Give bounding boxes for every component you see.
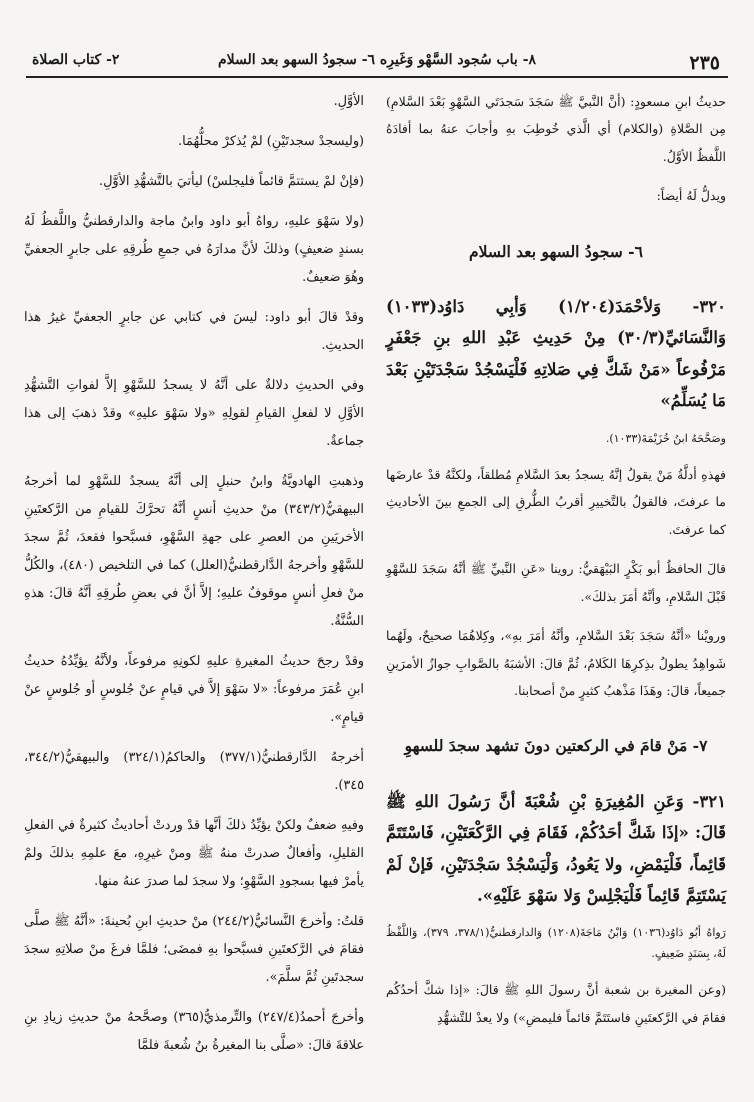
page-header (26, 50, 728, 78)
book-title: ٢- كتاب الصلاة (32, 52, 120, 68)
paragraph: قالَ الحافظُ أبو بَكْرٍ البَيْهَقيُّ: روينا «عَنِ النَّبيِّ ﷺ أنَّهُ سَجَدَ للسَّهْوِ قَبْلَ السَّلامِ، وأنَّهُ أمَرَ بذلكَ». (386, 561, 726, 604)
left-column (24, 88, 364, 1072)
paragraph: الأوَّلِ. (333, 94, 364, 109)
paragraph: (وليسجدْ سجدتَيْنِ) لمْ يُذكرْ محلُّهُمَا. (178, 134, 364, 149)
hadith-text: ٣٢١- وَعَنِ المُغِيرَةِ بْنِ شُعْبَةَ أنَّ رَسُولَ اللهِ ﷺ قَالَ: «إذَا شَكَّ أحَدُكُمْ، فَقَامَ فِي الرَّكْعَتَيْنِ، فَاسْتَتَمَّ قَائِماً، فَلْيَمْضِ، ولا يَعُودُ، وَلْيَسْجُدْ سَجْدَتَيْنِ، فَإنْ لَمْ يَسْتَتِمَّ قَائِماً فَلْيَجْلِسْ وَلا سَهْوَ عَلَيْهِ». (386, 791, 726, 905)
page-number: ٢٣٥ (689, 52, 720, 74)
hadith-text: ٣٢٠- وَلأحْمَدَ(١/٢٠٤) وَأبِي دَاوُد(١٠٣٣) وَالنَّسَائيِّ(٣٠/٣) مِنْ حَدِيثِ عَبْدِ اللهِ بنِ جَعْفَرٍ مَرْفُوعاً «مَنْ شَكَّ فِي صَلاتِهِ فَلْيَسْجُدْ سَجْدَتَيْنِ بَعْدَ مَا يُسَلِّمُ» (386, 297, 726, 411)
paragraph: وفيهِ ضعفٌ ولكنْ يؤيِّدُ ذلكَ أنَّها قدْ وردتْ أحاديثُ كثيرةٌ في الفعلِ القليلِ، وأفعالٌ صدرتْ منهُ ﷺ ومنْ غيرِهِ، معَ علمِهِ بذلكَ ولمْ يأمرْ فيها بسجودِ السَّهْوِ؛ ولا سجدَ لما صدرَ عنهُ منها. (24, 818, 364, 889)
section-heading: ٧- مَنْ قامَ في الركعتين دونَ تشهد سجدَ للسهوِ (404, 736, 708, 756)
paragraph: ورويْنا «أنَّهُ سَجَدَ بَعْدَ السَّلامِ، وأنَّهُ أمَرَ بهِ»، وكِلاهُمَا صحيحٌ، ولَهُما شَواهِدُ يطولُ بذِكرِهَا الكَلامُ، ثُمَّ قالَ: الأشبَهُ بالصَّوابِ جوازُ الأمرَينِ جميعاً، قالَ: وهَذَا مَذْهبُ كثيرٍ منْ أصحابنا. (386, 628, 726, 698)
paragraph: وأخرجَ أحمدُ(٢٤٧/٤) والتِّرمذيُّ(٣٦٥) وصحَّحهُ منْ حديثِ زيادِ بنِ علاقةَ قالَ: «صلَّى بنا المغيرةُ بنُ شُعبةَ فلمَّا (24, 1010, 364, 1053)
paragraph: وذهبتِ الهادويَّةُ وابنُ حنبلٍ إلى أنَّهُ يسجدُ للسَّهْوِ لما أخرجهُ البيهقيُّ(٣٤٣/٢) منْ حديثِ أنسٍ أنَّهُ تحرَّكَ للقيامِ من الرَّكعتَينِ الأخريَينِ من العصرِ على جهةِ السَّهْوِ، فسبَّحوا فقعدَ، ثُمَّ سجدَ للسَّهْوِ وأخرجهُ الدَّارقطنيُّ(العلل) كما في التلخيص (٤٨٠)، والكُلُّ منْ فعلِ أنسٍ موقوفٌ عليهِ؛ إلاَّ أنَّ في بعضِ طُرقِهِ أنَّهُ قالَ: هذهِ السُّنَّةُ. (24, 474, 364, 629)
paragraph: قلتُ: وأخرجَ النَّسائيُّ(٢٤٤/٢) منْ حديثِ ابنِ بُحينةَ: «أنَّهُ ﷺ صلَّى فقامَ في الرَّكعتَينِ فسبَّحوا بهِ فمضَى؛ فلمَّا فرغَ منْ صلاتِهِ سجدَ سجدتَينِ ثُمَّ سلَّمَ». (24, 914, 364, 985)
paragraph: ويدلُّ لَهُ أيضاً: (656, 188, 726, 204)
paragraph: وقدْ رجحَ حديثُ المغيرةِ عليهِ لكونِهِ مرفوعاً، ولأنَّهُ يؤيِّدُهُ حديثُ ابنِ عُمَرَ مرفوعاً: «لا سَهْوَ إلاَّ في قيامٍ عنْ جُلوسٍ أو جُلوسٍ عنْ قيامٍ». (24, 654, 364, 725)
citation-note: رَواهُ أبُو دَاوُد(١٠٣٦) وَابْنُ مَاجَةَ(١٢٠٨) وَالدارقطنيُّ(٣٧٨/١، ٣٧٩)، وَاللَّفْظُ لَهُ، بِسَنَدٍ ضَعِيفٍ. (386, 926, 726, 960)
paragraph: حديثُ ابنِ مسعودٍ: (أنَّ النَّبيَّ ﷺ سَجَدَ سَجدَتَي السَّهْوِ بَعْدَ السَّلامِ) مِن الصَّلاةِ (والكلام) أي الَّذي خُوطِبَ بهِ وأجابَ عنهُ بما أفادَهُ اللَّفظُ الأوَّلُ. (386, 94, 726, 164)
paragraph: وقدْ قالَ أبو داود: ليسَ في كتابي عن جابرٍ الجعفيِّ غيرُ هذا الحديثِ. (24, 310, 364, 353)
running-title: ٨- باب سُجود السَّهْو وَغَيرِه ٦- سجودُ السهو بعد السلام (217, 52, 537, 68)
paragraph: (ولا سَهْوَ عليهِ، رواهُ أبو داود وابنُ ماجة والدارقطنيُّ واللَّفظُ لَهُ بسندٍ ضعيفٍ) وذلكَ لأنَّ مدارَهُ في جمعِ طُرقِهِ على جابرٍ الجعفيِّ وهُوَ ضعيفٌ. (24, 214, 364, 285)
paragraph: أخرجهُ الدَّارقطنيُّ(٣٧٧/١) والحاكمُ(٣٢٤/١) والبيهقيُّ(٣٤٤/٢، ٣٤٥). (24, 750, 364, 793)
paragraph: وفي الحديثِ دلالةٌ على أنَّهُ لا يسجدُ للسَّهْوِ إلاَّ لفواتِ التَّشهُّدِ الأوَّلِ لا لفعلِ القيامِ لقولِهِ «ولا سَهْوَ عليهِ» وقدْ ذهبَ إلى هذا جماعةٌ. (24, 378, 364, 449)
right-column (386, 88, 726, 1043)
paragraph: (فإنْ لمْ يستتمَّ قائماً فليجلسْ) ليأتيَ بالتَّشهُّدِ الأوَّلِ. (99, 174, 364, 189)
section-heading: ٦- سجودُ السهو بعد السلام (469, 241, 643, 261)
citation-note: وصَحَّحَهُ ابنُ خُزَيْمَةَ(١٠٣٣). (605, 431, 726, 445)
paragraph: فهذهِ أدلَّةُ مَنْ يقولُ إنَّهُ يسجدُ بعدَ السَّلامِ مُطلقاً، ولكنَّهُ قدْ عارضَها ما عرفتَ، فالقولُ بالتَّخييرِ أقربُ الطُّرقِ إلى الجمعِ بينَ الأحاديثِ كما عرفتَ. (386, 467, 726, 537)
paragraph: (وعن المغيرة بن شعبة أنَّ رسولَ اللهِ ﷺ قالَ: «إذا شكَّ أحدُكُم فقامَ في الرَّكعتَينِ فاستَتَمَّ قائماً فليمضِ») ولا يعدْ للتَّشهُّدِ (386, 982, 726, 1025)
